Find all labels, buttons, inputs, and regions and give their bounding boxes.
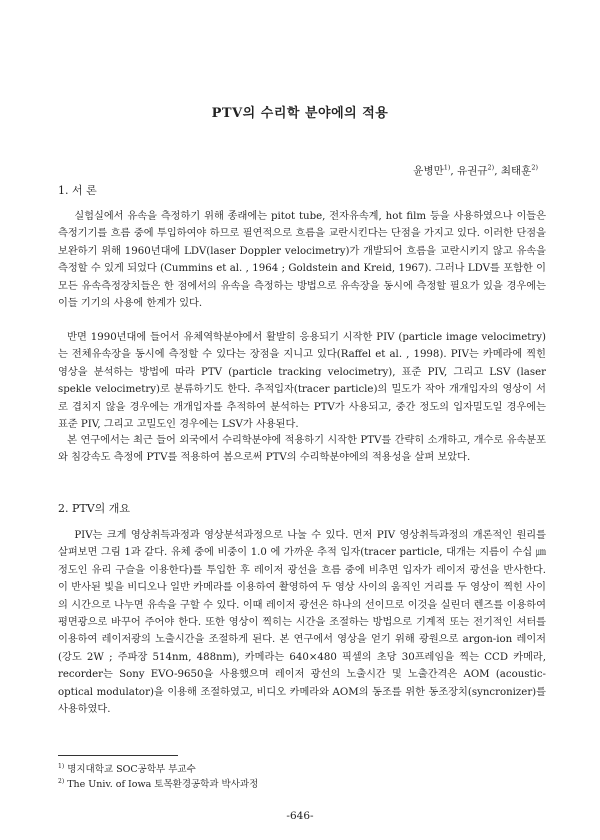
author-name: 윤병만	[413, 165, 444, 177]
author-affiliation-mark: 1)	[443, 163, 451, 172]
intro-paragraph-2: 반면 1990년대에 들어서 유체역학분야에서 활발히 응용되기 시작한 PIV (particle image velocimetry)는 전체유속장을 동시에 측정할 수 있다는 장점을 지니고 있다(Raffel et al. , 1998). PIV는 카메라에 찍힌 영상을 분석하는 방법에 따라 PTV (particle tracking velocimetry), 표준 PIV, 그리고 LSV (laser spekle velocimetry)로 분류하기도 한다. 추적입자(tracer particle)의 밀도가 작아 개개입자의 영상이 서로 겹치지 않을 경우에는 개개입자를 추적하여 분석하는 PTV가 사용되고, 중간 정도의 입자밀도일 경우에는 표준 PIV, 그리고 고밀도인 경우에는 LSV가 사용된다.	[58, 332, 546, 431]
footnote-divider	[58, 755, 178, 756]
footnote-text: 명지대학교 SOC공학부 부교수	[67, 764, 196, 775]
author-separator: ,	[494, 165, 501, 177]
intro-paragraph-1: 실험실에서 유속을 측정하기 위해 종래에는 pitot tube, 전자유속계, hot film 등을 사용하였으나 이들은 측정기기를 흐름 중에 투입하여야 하므로 필연적으로 흐름을 교란시킨다는 단점을 가지고 있다. 이러한 단점을 보완하기 위해 1960년대에 LDV(laser Doppler velocimetry)가 개발되어 흐름을 교란시키지 않고 유속을 측정할 수 있게 되었다 (Cummins et al. , 1964 ; Goldstein and Kreid, 1967). 그러나 LDV를 포함한 이 모든 유속측정장치들은 한 점에서의 유속을 측정하는 방법으로 유속장을 동시에 측정할 필요가 있을 경우에는 이들 기기의 사용에 한계가 있다.	[58, 211, 546, 310]
author-affiliation-mark: 2)	[487, 163, 495, 172]
intro-paragraph-3: 본 연구에서는 최근 들어 외국에서 수리학분야에 적용하기 시작한 PTV를 간략히 소개하고, 개수로 유속분포와 침강속도 측정에 PTV를 적용하여 봄으로써 PTV의 수리학분야에의 적용성을 살펴 보았다.	[58, 435, 546, 464]
author-separator: ,	[450, 165, 458, 177]
page-number: -646-	[286, 810, 314, 822]
author-line	[413, 163, 538, 178]
author-name: 최태훈	[500, 165, 532, 177]
section-heading-ptv-overview: 2. PTV의 개요	[58, 502, 131, 515]
footnote-mark: 1)	[58, 762, 65, 770]
footnote-1	[58, 761, 196, 775]
footnote-text: The Univ. of Iowa 토목환경공학과 박사과정	[67, 779, 259, 790]
author-name: 유권규	[457, 165, 488, 177]
author-affiliation-mark: 2)	[531, 163, 538, 172]
section-heading-introduction: 1. 서 론	[58, 184, 97, 197]
footnote-mark: 2)	[58, 777, 65, 785]
paper-title: PTV의 수리학 분야에의 적용	[211, 106, 389, 121]
overview-paragraph-1: PIV는 크게 영상취득과정과 영상분석과정으로 나눌 수 있다. 먼저 PIV 영상취득과정의 개론적인 원리를 살펴보면 그림 1과 같다. 유체 중에 비중이 1.0 에 가까운 추적 입자(tracer particle, 대개는 지름이 수십 ㎛ 정도인 유리 구슬을 이용한다)를 투입한 후 레이저 광선을 흐름 중에 비추면 입자가 레이저 광선을 반사한다. 이 반사된 빛을 비디오나 일반 카메라를 이용하여 촬영하여 두 영상 사이의 움직인 거리를 두 영상이 찍힌 사이의 시간으로 나누면 유속을 구할 수 있다. 이때 레이저 광선은 하나의 선이므로 이것을 실린더 렌즈를 이용하여 평면광으로 바꾸어 주어야 한다. 또한 영상이 찍히는 시간을 조절하는 방법으로 기계적 또는 전기적인 셔터를 이용하여 레이저광의 노출시간을 조절하게 된다. 본 연구에서 영상을 얻기 위해 광원으로 argon-ion 레이저 (강도 2W ; 주파장 514nm, 488nm), 카메라는 640×480 픽셀의 초당 30프레임을 찍는 CCD 카메라, recorder는 Sony EVO-9650을 사용했으며 레이저 광선의 노출시간 및 노출간격은 AOM (acoustic-optical modulator)을 이용해 조절하였고, 비디오 카메라와 AOM의 동조를 위한 동조장치(syncronizer)를 사용하였다.	[58, 530, 546, 716]
footnote-2	[58, 776, 258, 790]
